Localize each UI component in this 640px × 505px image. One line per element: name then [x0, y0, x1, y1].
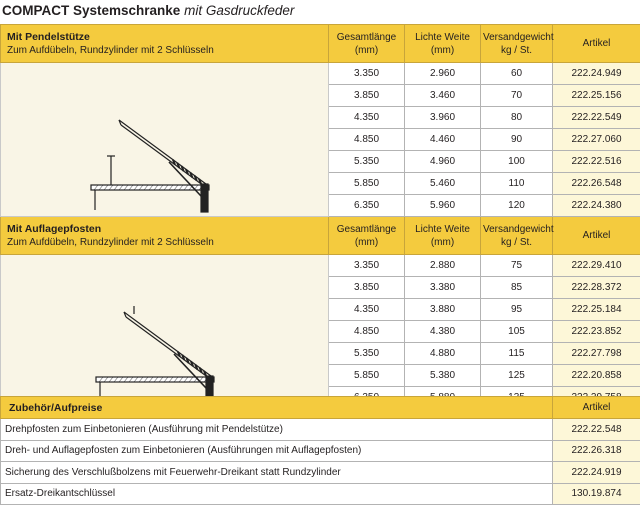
page-title: [0, 0, 640, 24]
column-header-weight: [481, 25, 553, 63]
accessory-article: 222.22.548: [553, 419, 640, 441]
column-header-unit: (mm): [431, 237, 454, 248]
width-cell: 5.380: [405, 365, 481, 387]
table-row: [1, 63, 640, 85]
accessory-description: Dreh- und Auflagepfosten zum Einbetonieren (Ausführungen mit Auflagepfosten): [1, 440, 553, 462]
table-row: [1, 255, 640, 277]
article-cell: 222.27.060: [553, 129, 640, 151]
length-cell: 5.850: [329, 173, 405, 195]
section-label: [1, 25, 329, 63]
length-cell: 3.850: [329, 277, 405, 299]
article-cell: 222.24.949: [553, 63, 640, 85]
accessories-header-row: [1, 397, 640, 419]
width-cell: 2.960: [405, 63, 481, 85]
width-cell: 5.460: [405, 173, 481, 195]
article-cell: 222.29.410: [553, 255, 640, 277]
column-header-unit: (mm): [431, 45, 454, 56]
section-label: [1, 217, 329, 255]
column-header-weight: [481, 217, 553, 255]
article-cell: 222.28.372: [553, 277, 640, 299]
weight-cell: 90: [481, 129, 553, 151]
width-cell: 4.880: [405, 343, 481, 365]
accessory-row: [1, 462, 640, 484]
width-cell: 2.880: [405, 255, 481, 277]
article-cell: 222.22.516: [553, 151, 640, 173]
article-cell: 222.25.184: [553, 299, 640, 321]
weight-cell: 95: [481, 299, 553, 321]
section-subtitle: Zum Aufdübeln, Rundzylinder mit 2 Schlüsseln: [7, 237, 214, 248]
accessory-article: 222.24.919: [553, 462, 640, 484]
article-cell: 222.26.548: [553, 173, 640, 195]
barrier-drawing: [96, 306, 214, 404]
width-cell: 3.880: [405, 299, 481, 321]
width-cell: 5.960: [405, 195, 481, 217]
accessory-row: [1, 483, 640, 505]
length-cell: 4.350: [329, 107, 405, 129]
accessory-article: 222.26.318: [553, 440, 640, 462]
column-header-line: Versandgewicht: [483, 32, 554, 43]
column-header-length: [329, 217, 405, 255]
section-header-row: [1, 217, 640, 255]
column-header-unit: kg / St.: [501, 45, 532, 56]
weight-cell: 60: [481, 63, 553, 85]
barrier-with-pendulum-support-illustration: [1, 64, 327, 216]
barrier-with-support-post-illustration: [1, 256, 327, 408]
column-header-line: Gesamtlänge: [337, 32, 396, 43]
weight-cell: 115: [481, 343, 553, 365]
column-header-line: Lichte Weite: [415, 32, 470, 43]
boom-lower: [121, 125, 208, 189]
article-cell: 222.22.549: [553, 107, 640, 129]
width-cell: 3.460: [405, 85, 481, 107]
boom-lower: [126, 317, 213, 381]
accessory-description: Sicherung des Verschlußbolzens mit Feuerwehr-Dreikant statt Rundzylinder: [1, 462, 553, 484]
illustration-cell: [1, 255, 329, 409]
weight-cell: 80: [481, 107, 553, 129]
column-header-line: Lichte Weite: [415, 224, 470, 235]
accessory-row: [1, 440, 640, 462]
accessory-description: Ersatz-Dreikantschlüssel: [1, 483, 553, 505]
length-cell: 5.850: [329, 365, 405, 387]
width-cell: 4.960: [405, 151, 481, 173]
accessory-description: Drehpfosten zum Einbetonieren (Ausführung mit Pendelstütze): [1, 419, 553, 441]
column-header-length: [329, 25, 405, 63]
weight-cell: 85: [481, 277, 553, 299]
length-cell: 5.350: [329, 343, 405, 365]
column-header-article: Artikel: [553, 217, 640, 255]
width-cell: 4.460: [405, 129, 481, 151]
width-cell: 3.380: [405, 277, 481, 299]
accessory-article: 130.19.874: [553, 483, 640, 505]
column-header-unit: kg / St.: [501, 237, 532, 248]
boom-upper: [119, 120, 206, 184]
column-header-line: Gesamtlänge: [337, 224, 396, 235]
section-title: Mit Pendelstütze: [7, 31, 326, 44]
article-cell: 222.27.798: [553, 343, 640, 365]
length-cell: 3.850: [329, 85, 405, 107]
column-header-width: [405, 217, 481, 255]
weight-cell: 105: [481, 321, 553, 343]
title-product: COMPACT Systemschranke: [2, 3, 180, 18]
column-header-line: Versandgewicht: [483, 224, 554, 235]
weight-cell: 100: [481, 151, 553, 173]
article-cell: 222.20.858: [553, 365, 640, 387]
column-header-unit: (mm): [355, 45, 378, 56]
length-cell: 6.350: [329, 195, 405, 217]
weight-cell: 120: [481, 195, 553, 217]
weight-cell: 110: [481, 173, 553, 195]
section-header-row: [1, 25, 640, 63]
length-cell: 4.850: [329, 129, 405, 151]
section-subtitle: Zum Aufdübeln, Rundzylinder mit 2 Schlüsseln: [7, 45, 214, 56]
accessories-article-header: Artikel: [553, 397, 640, 419]
length-cell: 4.350: [329, 299, 405, 321]
boom-upper: [124, 312, 211, 376]
illustration-cell: [1, 63, 329, 217]
length-cell: 3.350: [329, 63, 405, 85]
weight-cell: 75: [481, 255, 553, 277]
accessories-table: [0, 396, 640, 505]
accessory-row: [1, 419, 640, 441]
section-title: Mit Auflagepfosten: [7, 223, 326, 236]
article-cell: 222.25.156: [553, 85, 640, 107]
title-variant: mit Gasdruckfeder: [184, 3, 294, 18]
article-cell: 222.23.852: [553, 321, 640, 343]
width-cell: 4.380: [405, 321, 481, 343]
length-cell: 5.350: [329, 151, 405, 173]
length-cell: 4.850: [329, 321, 405, 343]
article-cell: 222.24.380: [553, 195, 640, 217]
weight-cell: 70: [481, 85, 553, 107]
accessories-title: Zubehör/Aufpreise: [1, 397, 553, 419]
weight-cell: 125: [481, 365, 553, 387]
column-header-width: [405, 25, 481, 63]
barrier-drawing: [91, 120, 209, 212]
length-cell: 3.350: [329, 255, 405, 277]
product-table: [0, 24, 640, 409]
column-header-unit: (mm): [355, 237, 378, 248]
width-cell: 3.960: [405, 107, 481, 129]
column-header-article: Artikel: [553, 25, 640, 63]
